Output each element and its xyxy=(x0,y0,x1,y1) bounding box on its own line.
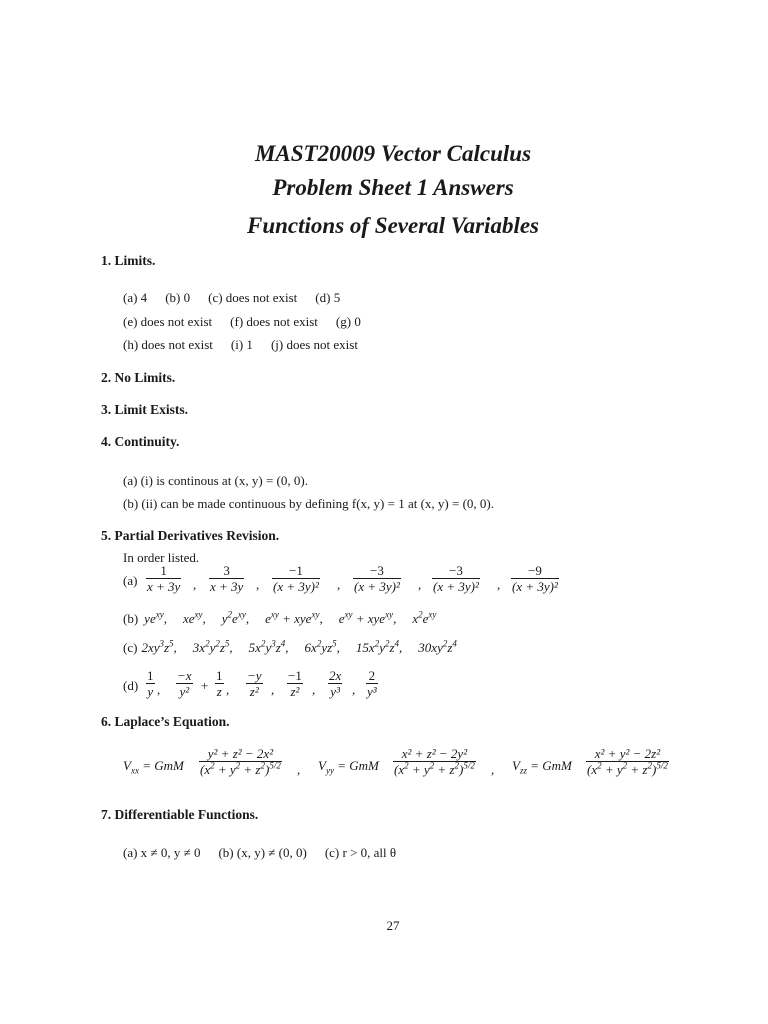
fraction-denominator: x + 3y xyxy=(210,579,244,594)
limits-answer: (f) does not exist xyxy=(230,314,318,329)
fraction xyxy=(287,668,303,699)
continuity-answer-b: (b) (ii) can be made continuous by defining f(x, y) = 1 at (x, y) = (0, 0). xyxy=(123,496,494,511)
section-heading-continuity: 4. Continuity. xyxy=(101,434,180,449)
section-heading-limits: 1. Limits. xyxy=(101,253,156,268)
fraction-denominator: x + 3y xyxy=(147,579,181,594)
fraction-numerator: 1 xyxy=(147,668,154,683)
differentiable-answer: (c) r > 0, all θ xyxy=(324,845,397,860)
page-number: 27 xyxy=(386,918,400,933)
partials-label-c: (c) xyxy=(123,640,138,655)
fraction-numerator: 2x xyxy=(329,668,342,683)
partials-label-b: (b) xyxy=(123,611,139,626)
limits-row-2 xyxy=(123,315,379,328)
limits-answer: (j) does not exist xyxy=(270,337,358,352)
partials-intro: In order listed. xyxy=(123,550,200,565)
partials-label-d: (d) xyxy=(123,678,139,693)
fraction xyxy=(366,668,378,699)
fraction-numerator: −3 xyxy=(449,563,463,578)
fraction-denominator: $(x^2 + y^2 + z^2)^{5/2}$ xyxy=(200,760,281,777)
fraction-denominator: $(x^2 + y^2 + z^2)^{5/2}$ xyxy=(587,760,668,777)
laplace-vzz-fraction xyxy=(586,746,669,777)
document-title-topic: Functions of Several Variables xyxy=(246,213,539,238)
differentiable-answer: (b) (x, y) ≠ (0, 0) xyxy=(218,845,307,860)
fraction-denominator: y² xyxy=(179,684,190,699)
fraction xyxy=(328,668,342,699)
laplace-vyy-fraction xyxy=(393,746,476,777)
fraction-denominator: (x + 3y)² xyxy=(354,579,400,594)
fraction-numerator: −1 xyxy=(289,563,303,578)
limits-answer: (g) 0 xyxy=(335,314,361,329)
section-heading-differentiable: 7. Differentiable Functions. xyxy=(101,807,259,822)
fraction-denominator: (x + 3y)² xyxy=(273,579,319,594)
laplace-vxx: $V_{xx}$ = GmM xyxy=(123,758,184,776)
fraction-denominator: z² xyxy=(249,684,259,699)
limits-row-3 xyxy=(123,338,376,351)
partials-answer-c: (c) $2xy^3z^5$, $3x^2y^2z^5$, $5x^2y^3z^4$, $6x^2yz^5$, $15x^2y^2z^4$, $30xy^2z^4$ xyxy=(123,638,457,655)
limits-answer: (i) 1 xyxy=(230,337,253,352)
fraction xyxy=(215,668,224,699)
fraction xyxy=(209,563,244,594)
partials-label-a: (a) xyxy=(123,573,138,588)
fraction xyxy=(246,668,263,699)
document-page: MAST20009 Vector Calculus Problem Sheet 1 Answers Functions of Several Variables 1. Limits. (a) 4 (b) 0 (c) does not exist (d) 5 (e) does not exist (f) does not exist (g) 0 (h) does not exist (i) 1 (j) does not exist 2. No Limits. 3. Limit Exists. 4. Continuity. (a) (i) is continous at (x, y) = (0, 0). (b) (ii) can be made continuous by defining f(x, y) = 1 at (x, y) = (0, 0). 5. Partial Derivatives Revision. In order listed. (a) 1 x + 3y , 3 x + 3y , −1 (x + 3y)² , −3 (x + 3y)² , −3 (x + 3y)² , −9 (x + 3y)² (b) $ye^{xy}$, $xe^{xy}$, $y^2e^{xy}$, $e^{xy} + xye^{xy}$, $e^{xy} + xye^{xy}$, $x^2e^{xy}$ (c) $2xy^3z^5$, $3x^2y^2z^5$, $5x^2y^3z^4$, $6x^2yz^5$, $15x^2y^2z^4$, $30xy^2z^4$ (d) 1 y , −x y² + 1 z , −y z² , −1 z² , 2x y³ , 2 y³ 6. Laplace’s Equation. $V_{xx}$ = GmM y² + z² − 2x² $(x^2 + y^2 + z^2)^{5/2}$ , $V_{yy}$ = GmM x² + z² − 2y² $(x^2 + y^2 + z^2)^{5/2}$ , $V_{zz}$ = GmM x² + y² − 2z² $(x^2 + y^2 + z^2)^{5/2}$ 7. Differentiable Functions. (a) x ≠ 0, y ≠ 0 (b) (x, y) ≠ (0, 0) (c) r > 0, all θ 27 xyxy=(0,0,768,1024)
section-heading-laplace: 6. Laplace’s Equation. xyxy=(101,714,230,729)
limits-answer: (d) 5 xyxy=(315,290,341,305)
fraction-numerator: −3 xyxy=(370,563,384,578)
limits-answer: (a) 4 xyxy=(123,290,148,305)
fraction-denominator: y³ xyxy=(330,684,340,699)
section-heading-no-limits: 2. No Limits. xyxy=(101,370,176,385)
fraction-numerator: x² + z² − 2y² xyxy=(401,746,468,761)
differentiable-answer: (a) x ≠ 0, y ≠ 0 xyxy=(123,845,201,860)
continuity-answer-a: (a) (i) is continous at (x, y) = (0, 0). xyxy=(123,473,308,488)
differentiable-answers xyxy=(123,846,414,859)
fraction xyxy=(146,563,181,594)
fraction-denominator: $(x^2 + y^2 + z^2)^{5/2}$ xyxy=(394,760,475,777)
fraction-numerator: −9 xyxy=(528,563,542,578)
fraction-numerator: 1 xyxy=(160,563,167,578)
fraction-denominator: z² xyxy=(290,684,300,699)
limits-answer: (e) does not exist xyxy=(123,314,213,329)
fraction xyxy=(272,563,320,594)
limits-answer: (h) does not exist xyxy=(123,337,213,352)
fraction-numerator: −x xyxy=(177,668,192,683)
limits-row-1 xyxy=(123,291,358,304)
fraction xyxy=(353,563,401,594)
limits-answer: (c) does not exist xyxy=(208,290,298,305)
section-heading-limit-exists: 3. Limit Exists. xyxy=(101,402,189,417)
document-title-course: MAST20009 Vector Calculus xyxy=(254,141,532,166)
fraction xyxy=(176,668,193,699)
fraction-numerator: 3 xyxy=(223,563,230,578)
laplace-vxx-fraction xyxy=(199,746,282,777)
fraction xyxy=(511,563,559,594)
fraction xyxy=(432,563,480,594)
fraction-denominator: (x + 3y)² xyxy=(433,579,479,594)
fraction-denominator: y³ xyxy=(367,684,377,699)
laplace-vyy: $V_{yy}$ = GmM xyxy=(318,758,379,776)
laplace-vzz: $V_{zz}$ = GmM xyxy=(512,758,572,776)
fraction xyxy=(146,668,155,699)
fraction-numerator: 2 xyxy=(368,668,376,683)
document-title-sheet: Problem Sheet 1 Answers xyxy=(272,175,514,200)
limits-answer: (b) 0 xyxy=(165,290,191,305)
fraction-numerator: x² + y² − 2z² xyxy=(594,746,661,761)
fraction-numerator: 1 xyxy=(216,668,223,683)
fraction-numerator: −y xyxy=(247,668,262,683)
fraction-numerator: y² + z² − 2x² xyxy=(207,746,274,761)
fraction-denominator: (x + 3y)² xyxy=(512,579,558,594)
fraction-numerator: −1 xyxy=(288,668,302,683)
section-heading-partial-derivatives: 5. Partial Derivatives Revision. xyxy=(101,528,280,543)
partials-answer-b: (b) $ye^{xy}$, $xe^{xy}$, $y^2e^{xy}$, $e^{xy} + xye^{xy}$, $e^{xy} + xye^{xy}$, $x^2e^{xy}$ xyxy=(123,609,437,626)
fraction-denominator: y xyxy=(147,684,154,699)
fraction-denominator: z xyxy=(216,684,222,699)
